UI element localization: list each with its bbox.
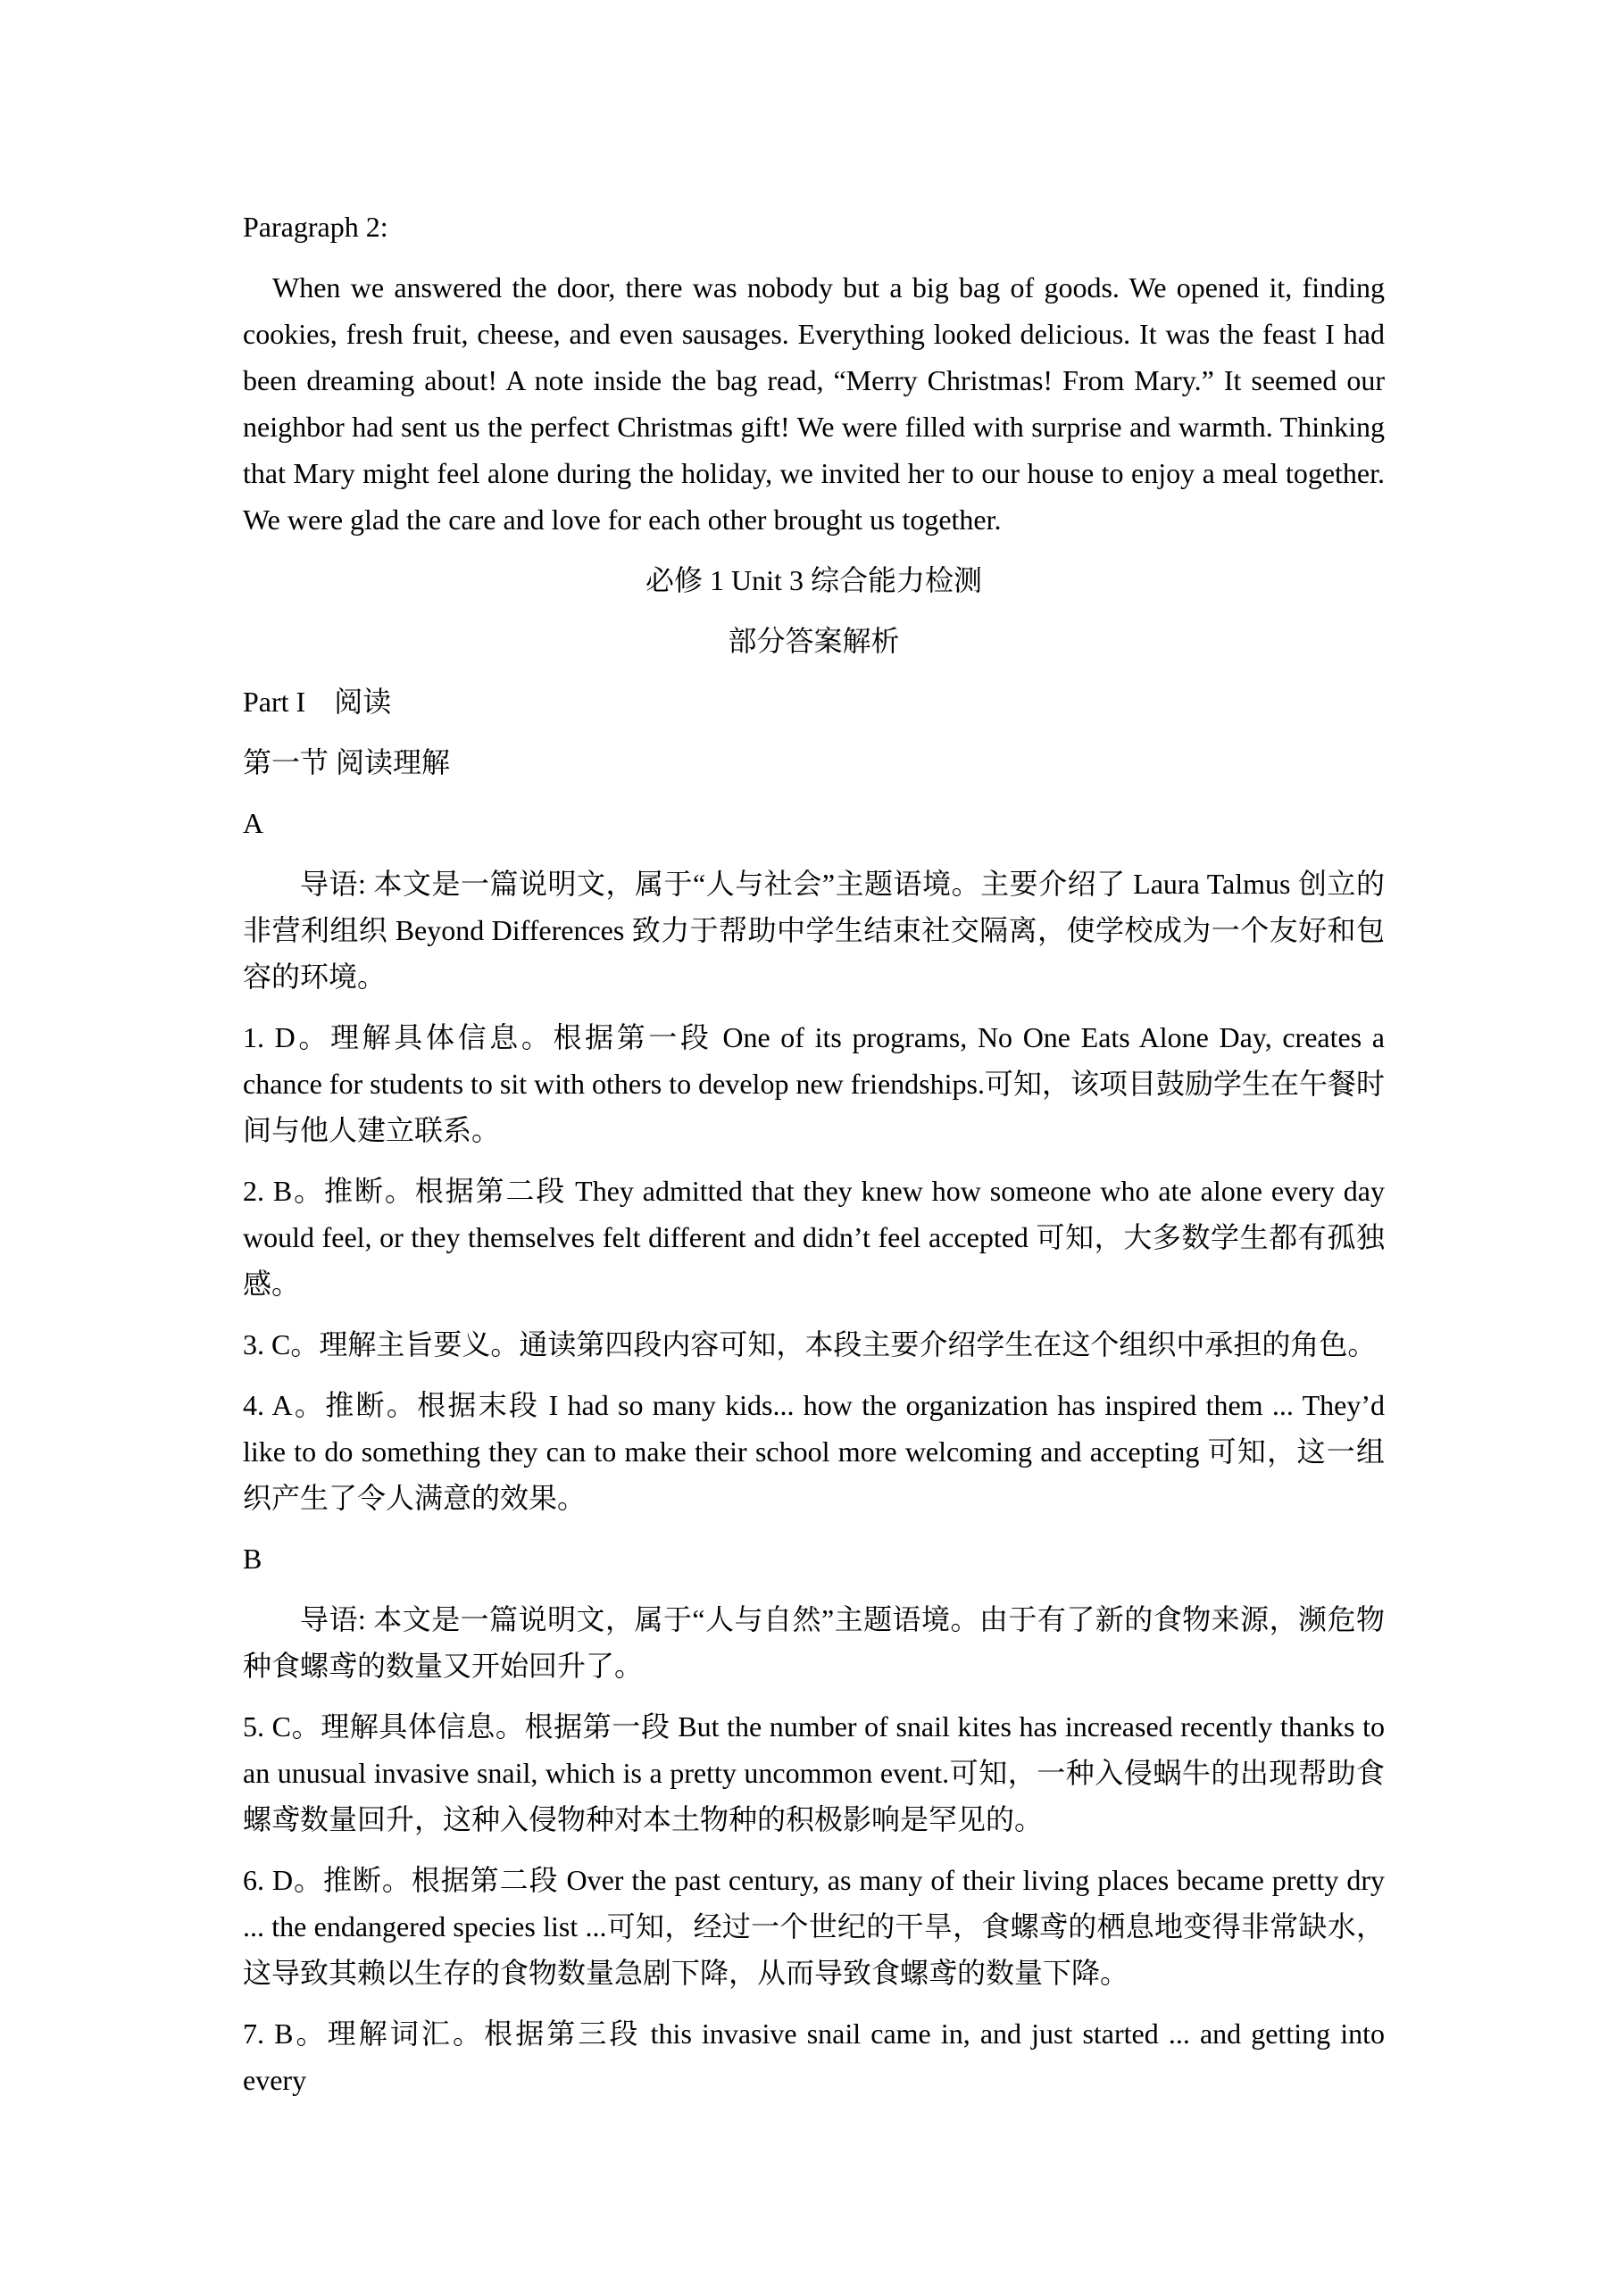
answer-item-6: 6. D。推断。根据第二段 Over the past century, as many of their living places became pretty dry ... the endangered species list ...可知，经过一个世纪的干旱，食螺鸢的栖息地变得非常缺水，这导致其赖以生存的食物数量急剧下降，从而导致食螺鸢的数量下降。	[243, 1864, 1385, 1989]
passage-b-intro: 导语: 本文是一篇说明文，属于“人与自然”主题语境。由于有了新的食物来源，濒危物种食螺鸢的数量又开始回升了。	[243, 1603, 1385, 1682]
paragraph2-label: Paragraph 2:	[243, 211, 388, 243]
part-heading: Part I 阅读	[243, 686, 392, 718]
answer-item-3: 3. C。理解主旨要义。通读第四段内容可知，本段主要介绍学生在这个组织中承担的角色。	[243, 1328, 1377, 1360]
paragraph2-body: When we answered the door, there was nobody but a big bag of goods. We opened it, finding cookies, fresh fruit, cheese, and even sausages. Everything looked delicious. It was the feast I had been dreaming about! A note inside the bag read, “Merry Christmas! From Mary.” It seemed our neighbor had sent us the perfect Christmas gift! We were filled with surprise and warmth. Thinking that Mary might feel alone during the holiday, we invited her to our house to enjoy a meal together. We were glad the care and love for each other brought us together.	[243, 271, 1385, 536]
section-heading: 第一节 阅读理解	[243, 746, 451, 778]
answer-item-7: 7. B。理解词汇。根据第三段 this invasive snail came in, and just started ... and getting into every	[243, 2017, 1385, 2096]
unit-title: 必修 1 Unit 3 综合能力检测	[645, 564, 982, 596]
answer-item-1: 1. D。理解具体信息。根据第一段 One of its programs, No One Eats Alone Day, creates a chance for students to sit with others to develop new friendships.可知，该项目鼓励学生在午餐时间与他人建立联系。	[243, 1021, 1385, 1146]
answer-key-subtitle: 部分答案解析	[728, 625, 900, 657]
passage-a-intro: 导语: 本文是一篇说明文，属于“人与社会”主题语境。主要介绍了 Laura Talmus 创立的非营利组织 Beyond Differences 致力于帮助中学生结束社交隔离，使学校成为一个友好和包容的环境。	[243, 868, 1385, 993]
passage-a-label: A	[243, 807, 264, 839]
answer-item-4: 4. A。推断。根据末段 I had so many kids... how the organization has inspired them ... They’d like to do something they can to make their school more welcoming and accepting 可知，这一组织产生了令人满意的效果。	[243, 1389, 1385, 1514]
passage-b-label: B	[243, 1543, 262, 1575]
answer-item-2: 2. B。推断。根据第二段 They admitted that they knew how someone who ate alone every day would feel, or they themselves felt different and didn’t feel accepted 可知，大多数学生都有孤独感。	[243, 1175, 1385, 1300]
answer-item-5: 5. C。理解具体信息。根据第一段 But the number of snail kites has increased recently thanks to an unusual invasive snail, which is a pretty uncommon event.可知，一种入侵蜗牛的出现帮助食螺鸢数量回升，这种入侵物种对本土物种的积极影响是罕见的。	[243, 1710, 1385, 1835]
